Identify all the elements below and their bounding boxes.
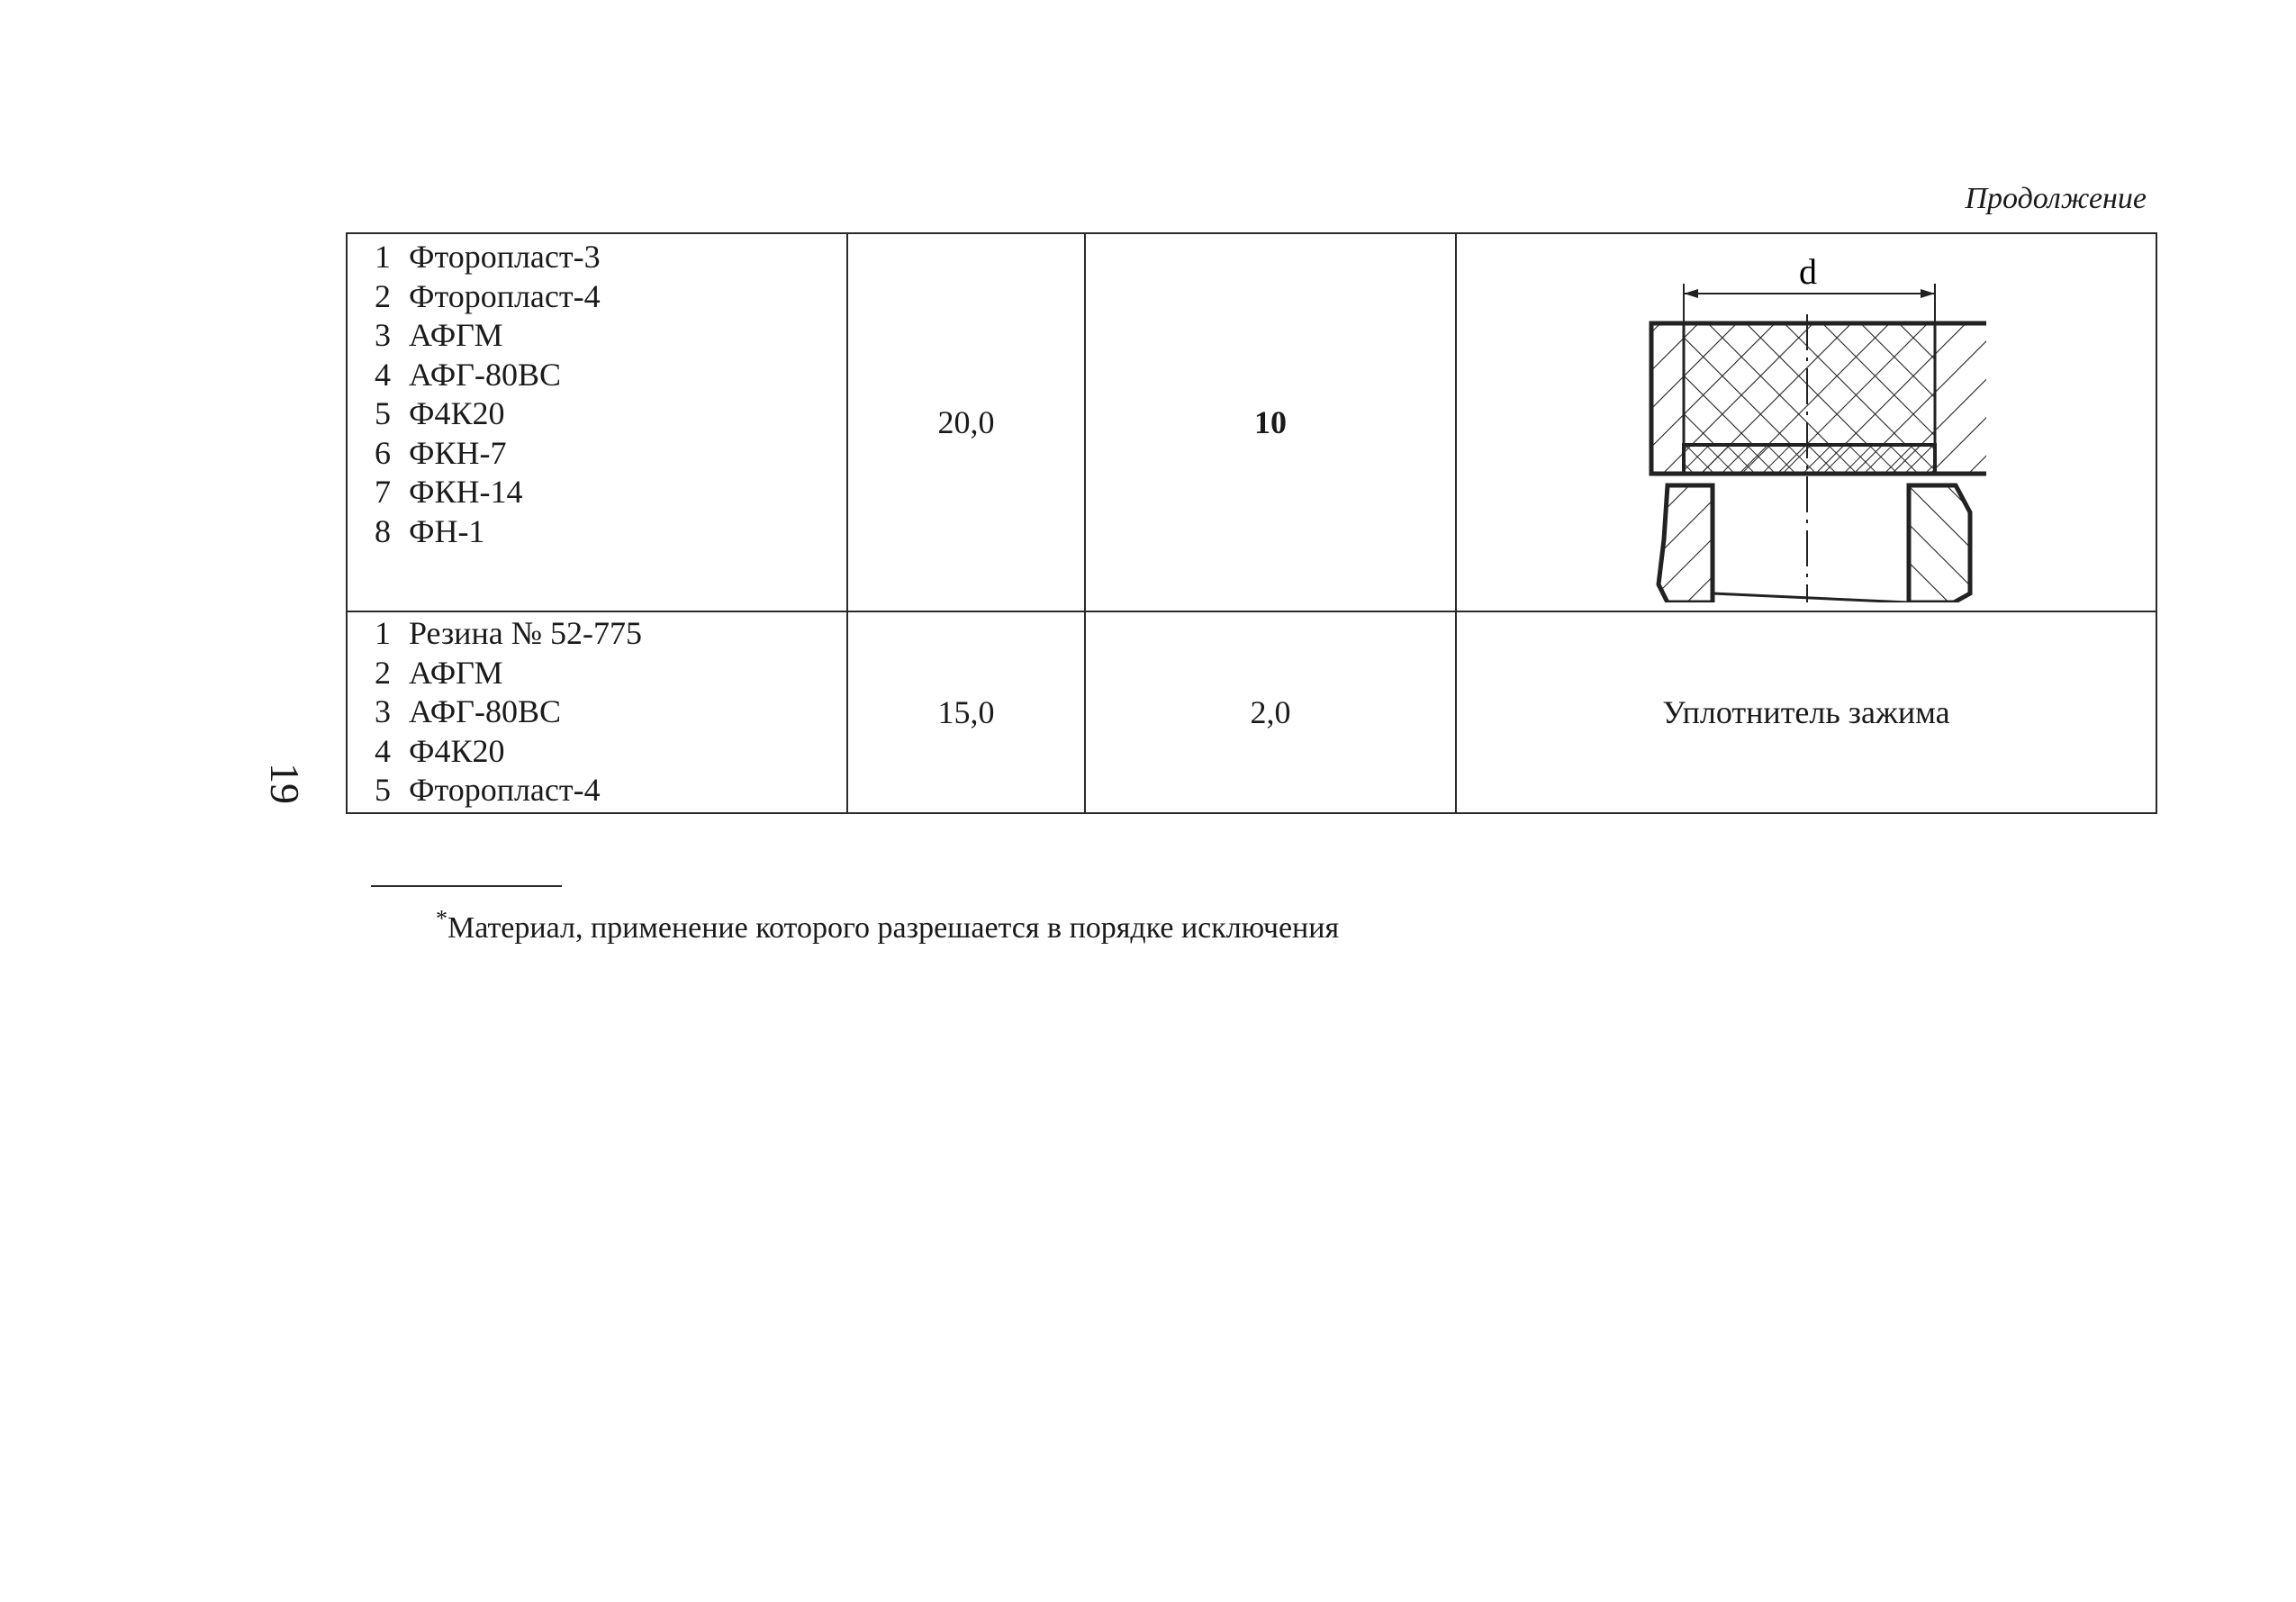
materials-table xyxy=(346,232,2157,814)
list-item xyxy=(375,434,846,474)
item-number: 2 xyxy=(375,654,391,691)
materials-list xyxy=(348,614,846,810)
item-number: 2 xyxy=(375,277,391,314)
value1-cell: 20,0 xyxy=(847,233,1085,611)
item-number: 5 xyxy=(375,772,391,809)
list-item xyxy=(375,238,846,277)
material-name: Ф4К20 xyxy=(409,395,505,431)
material-name: Резина № 52-775 xyxy=(409,615,643,652)
list-item xyxy=(375,512,846,552)
dimension-arrow-right xyxy=(1921,289,1935,298)
material-name: Ф4К20 xyxy=(409,732,505,769)
footnote xyxy=(436,905,1340,946)
seal-layer xyxy=(1684,445,1935,474)
material-name: Фторопласт-4 xyxy=(409,772,601,809)
dimension-arrow-left xyxy=(1684,289,1698,298)
item-number: 7 xyxy=(375,474,391,510)
footnote-text: Материал, применение которого разрешается в порядке исключения xyxy=(447,911,1340,945)
material-name: ФКН-14 xyxy=(409,474,523,510)
material-name: ФКН-7 xyxy=(409,434,507,471)
material-name: АФГМ xyxy=(409,654,503,691)
material-name: АФГ-80ВС xyxy=(409,693,561,730)
drawing-cell xyxy=(1456,233,2156,611)
materials-cell xyxy=(347,611,847,813)
materials-cell xyxy=(347,233,847,611)
continuation-label: Продолжение xyxy=(1965,182,2147,215)
item-number: 4 xyxy=(375,356,391,393)
item-number: 1 xyxy=(375,239,391,275)
lower-body-right xyxy=(1909,485,1970,602)
footnote-divider xyxy=(371,885,562,887)
item-number: 5 xyxy=(375,395,391,431)
list-item xyxy=(375,316,846,356)
material-name: Фторопласт-3 xyxy=(409,239,601,275)
list-item xyxy=(375,614,846,654)
material-name: АФГМ xyxy=(409,317,503,353)
table-row xyxy=(347,233,2156,611)
list-item xyxy=(375,771,846,810)
page-number: 19 xyxy=(262,763,308,804)
seal-cross-section-drawing xyxy=(1626,242,1986,602)
list-item xyxy=(375,654,846,693)
item-number: 6 xyxy=(375,434,391,471)
list-item xyxy=(375,394,846,434)
list-item xyxy=(375,732,846,772)
item-number: 3 xyxy=(375,317,391,353)
item-number: 8 xyxy=(375,512,391,549)
table-row xyxy=(347,611,2156,813)
list-item xyxy=(375,692,846,732)
footnote-marker: * xyxy=(436,905,447,932)
materials-list xyxy=(348,238,846,551)
item-number: 1 xyxy=(375,615,391,652)
item-number: 3 xyxy=(375,693,391,730)
item-number: 4 xyxy=(375,732,391,769)
list-item xyxy=(375,356,846,395)
material-name: ФН-1 xyxy=(409,512,485,549)
lower-body-left xyxy=(1659,485,1713,602)
value2-cell: 2,0 xyxy=(1085,611,1456,813)
list-item xyxy=(375,277,846,317)
list-item xyxy=(375,473,846,512)
material-name: Фторопласт-4 xyxy=(409,277,601,314)
dimension-label: d xyxy=(1799,251,1817,292)
upper-clamp-recess xyxy=(1684,323,1935,445)
material-name: АФГ-80ВС xyxy=(409,356,561,393)
description-cell: Уплотнитель зажима xyxy=(1456,611,2156,813)
value2-cell: 10 xyxy=(1085,233,1456,611)
value1-cell: 15,0 xyxy=(847,611,1085,813)
bore-bottom-edge xyxy=(1713,593,1909,602)
